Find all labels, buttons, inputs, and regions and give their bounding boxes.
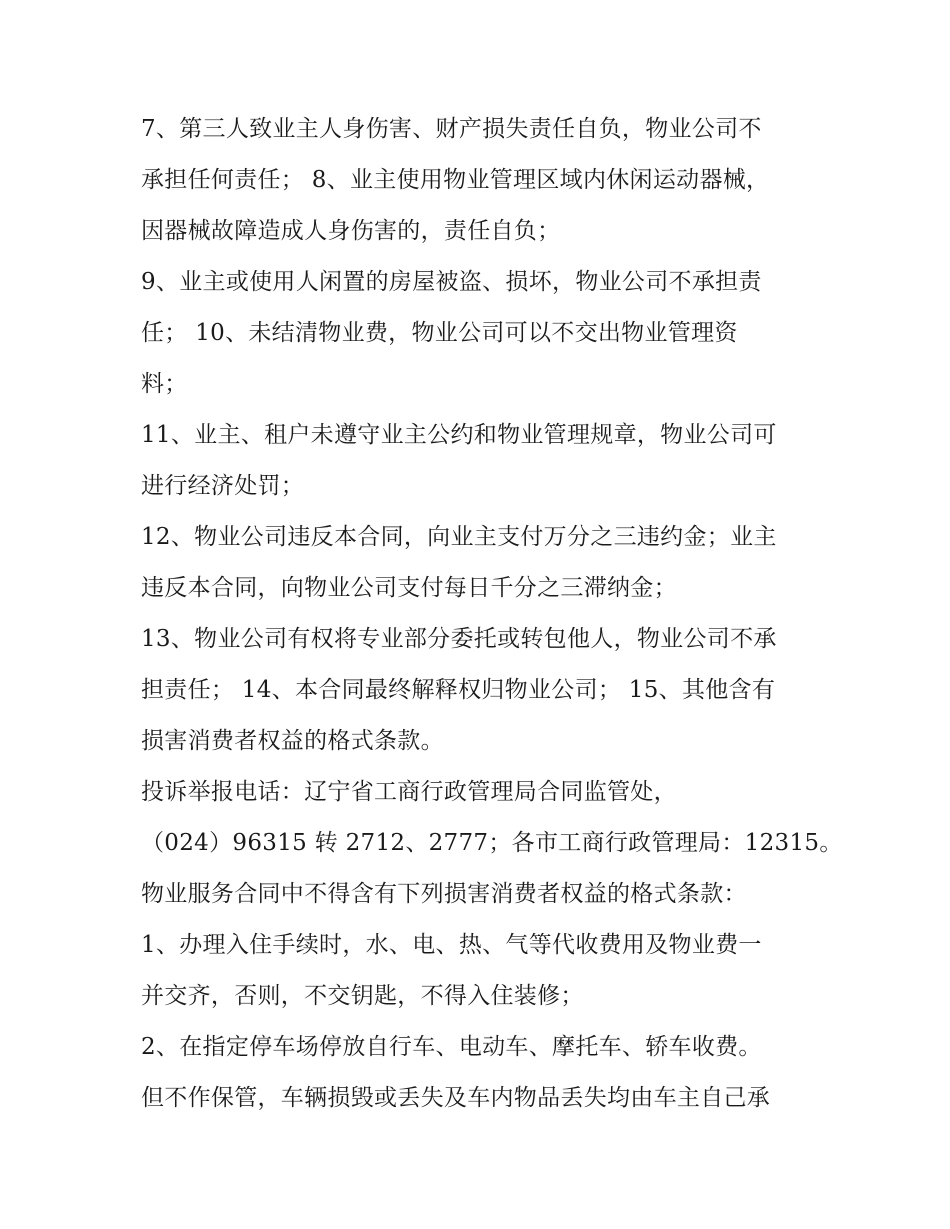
text-line: 11、业主、租户未遵守业主公约和物业管理规章，物业公司可: [141, 422, 777, 448]
text-line: 违反本合同，向物业公司支付每日千分之三滞纳金；: [141, 575, 677, 601]
text-line: 投诉举报电话：辽宁省工商行政管理局合同监管处，: [141, 779, 677, 805]
text-line: 7、第三人致业主人身伤害、财产损失责任自负，物业公司不: [141, 116, 762, 142]
text-line: 1、办理入住手续时，水、电、热、气等代收费用及物业费一: [141, 932, 762, 958]
text-line: 13、物业公司有权将专业部分委托或转包他人，物业公司不承: [141, 626, 777, 652]
text-line: 因器械故障造成人身伤害的，责任自负；: [141, 218, 561, 244]
text-line: 物业服务合同中不得含有下列损害消费者权益的格式条款：: [141, 881, 747, 907]
text-line: 12、物业公司违反本合同，向业主支付万分之三违约金；业主: [141, 524, 777, 550]
text-line: 并交齐，否则，不交钥匙，不得入住装修；: [141, 983, 584, 1009]
text-line: 但不作保管，车辆损毁或丢失及车内物品丢失均由车主自己承: [141, 1085, 771, 1111]
text-line: （024）96315 转 2712、2777；各市工商行政管理局：12315。: [141, 830, 843, 856]
text-line: 承担任何责任； 8、业主使用物业管理区域内休闲运动器械，: [141, 167, 770, 193]
text-line: 料；: [141, 371, 188, 397]
text-line: 任； 10、未结清物业费，物业公司可以不交出物业管理资: [141, 320, 738, 346]
text-line: 进行经济处罚；: [141, 473, 305, 499]
text-line: 9、业主或使用人闲置的房屋被盗、损坏，物业公司不承担责: [141, 269, 762, 295]
text-line: 损害消费者权益的格式条款。: [141, 728, 444, 754]
text-line: 担责任； 14、本合同最终解释权归物业公司； 15、其他含有: [141, 677, 776, 703]
text-line: 2、在指定停车场停放自行车、电动车、摩托车、轿车收费。: [141, 1034, 762, 1060]
